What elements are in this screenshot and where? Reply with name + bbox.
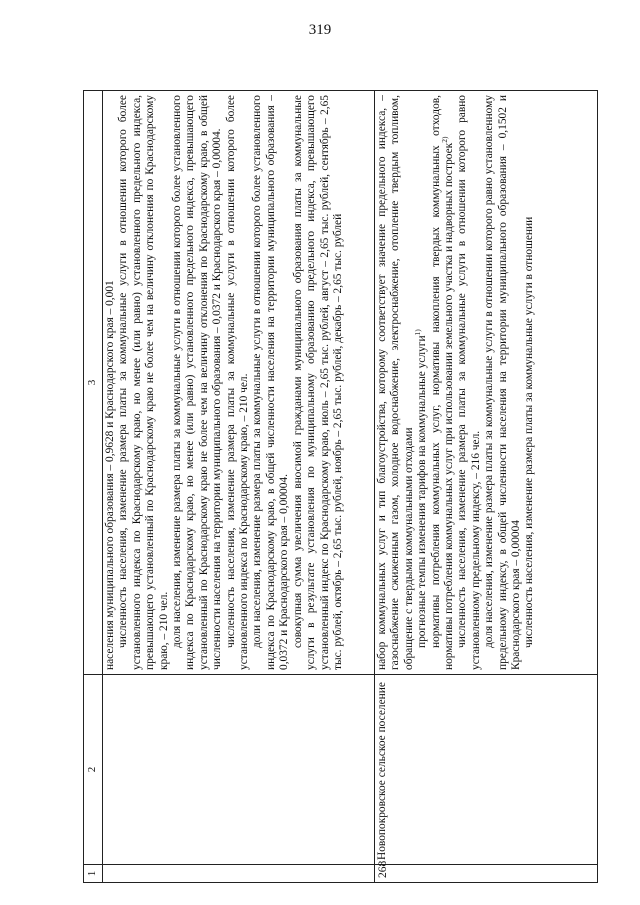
paragraph [430, 95, 457, 670]
paragraph [413, 95, 429, 670]
column-header-1: 1 [84, 865, 103, 883]
paragraph-text: прогнозные темпы изменения тарифов на коммунальные услуги [416, 335, 429, 648]
header-row [84, 91, 103, 883]
paragraph: численность населения, изменение размера платы за коммунальные услуги в отношении которого более установленного индекса по Краснодарскому краю, но менее (или равно) установленного предельного индекса, превышающего установленный по Краснодарскому краю не более чем на величину отклонения по Краснодарскому краю, – 210 чел. [117, 95, 170, 670]
column-header-2: 2 [84, 675, 103, 865]
footnote-mark: 2) [440, 136, 450, 143]
table-row [103, 91, 375, 883]
settlement-name: Новопокровское сельское поселение [375, 675, 598, 865]
paragraph: численность населения, изменение размера платы за коммунальные услуги в отношении которого более установленного индекса по Краснодарскому краю, – 210 чел. [224, 95, 251, 670]
paragraph: набор коммунальных услуг и тип благоустройства, которому соответствует значение предельного индекса, – газоснабжение сжиженным газом, холодное водоснабжение, электроснабжение, отопление твердым топливом, обращение с твердыми коммунальными отходами [376, 95, 415, 670]
row-description [103, 91, 375, 675]
paragraph: доли населения, изменение размера платы за коммунальные услуги в отношении которого более установленного индекса по Краснодарскому краю, в общей численности населения на территории муниципального образования – 0,0372 и Краснодарского края – 0,00004. [251, 95, 291, 670]
column-header-3: 3 [84, 91, 103, 675]
footnote-mark: 1) [413, 329, 423, 336]
paragraph: доля населения, изменение размера платы за коммунальные услуги в отношении которого равно установленному предельному индексу, в общей численности населения на территории муниципального образования – 0,1502 и Краснодарского края – 0,00004 [483, 95, 523, 670]
paragraph: численность населения, изменение размера платы за коммунальные услуги в отношении которого равно установленному предельному индексу, – 216 чел. [456, 95, 482, 670]
row-number: 268 [375, 865, 598, 883]
paragraph: доля населения, изменение размера платы за коммунальные услуги в отношении которого более установленного индекса по Краснодарскому краю, но менее (или равно) установленного предельного индекса, превышающего установленный по Краснодарскому краю не более чем на величину отклонения по Краснодарскому краю, в общей численности населения на территории муниципального образования – 0,0372 и Краснодарского края – 0,00004. [171, 95, 224, 670]
paragraph: населения муниципального образования – 0,9628 и Краснодарского края – 0,001 [104, 280, 116, 670]
paragraph: совокупная сумма увеличения вносимой гражданами муниципального образования платы за коммунальные услуги в результате установления по муниципальному образованию предельного индекса, превышающего установленный индекс по Краснодарскому краю, июль – 2,65 тыс. рублей, август – 2,65 тыс. рублей, сентябрь – 2,65 тыс. рублей, октябрь – 2,65 тыс. рублей, ноябрь – 2,65 тыс. рублей, декабрь – 2,65 тыс. рублей [291, 95, 344, 670]
data-table [83, 90, 598, 883]
table-row [375, 91, 598, 883]
paragraph: численность населения, изменение размера платы за коммунальные услуги в отношении [523, 216, 536, 648]
row-number [103, 865, 375, 883]
paragraph-text: нормативы потребления коммунальных услуг, нормативы накопления твердых коммунальных отходов, нормативы потребления коммунальных услуг при использовании земельного участка и надворных построек [429, 95, 456, 670]
row-description [375, 91, 598, 675]
rotated-table-container [83, 91, 598, 883]
page-number: 319 [308, 22, 332, 38]
settlement-name [103, 675, 375, 865]
